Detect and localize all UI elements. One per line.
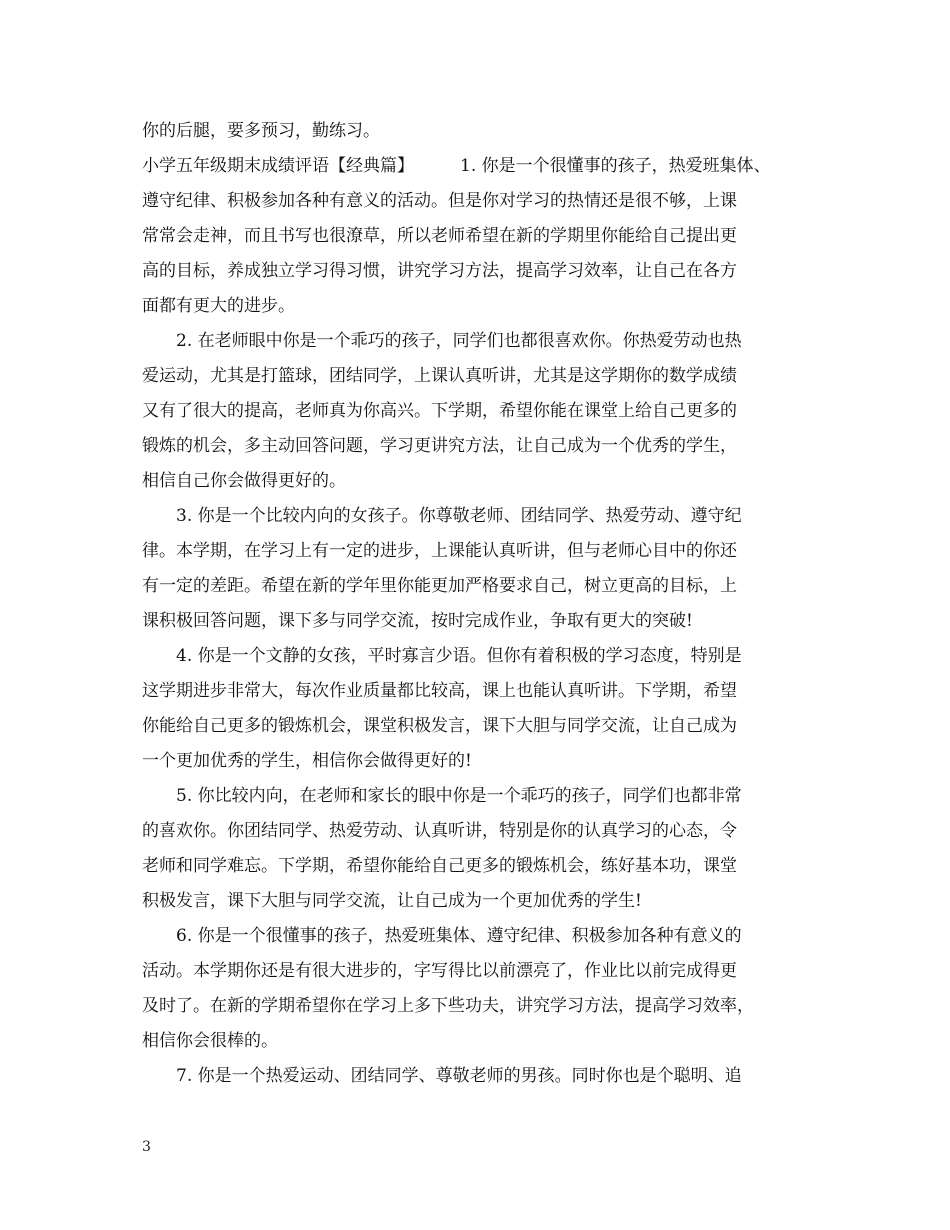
section-heading-line	[142, 149, 818, 184]
text-line: 遵守纪律、积极参加各种有意义的活动。但是你对学习的热情还是很不够，上课	[142, 191, 737, 211]
list-item-4-line: 4. 你是一个文静的女孩，平时寡言少语。但你有着积极的学习态度，特别是	[176, 646, 742, 666]
list-item-5-line: 5. 你比较内向，在老师和家长的眼中你是一个乖巧的孩子，同学们也都非常	[176, 786, 742, 806]
text-line: 积极发言，课下大胆与同学交流，让自己成为一个更加优秀的学生!	[142, 891, 642, 911]
text-line: 常常会走神，而且书写也很潦草，所以老师希望在新的学期里你能给自己提出更	[142, 226, 737, 246]
list-item-first-line: 1. 你是一个很懂事的孩子，热爱班集体、	[460, 156, 771, 176]
text-line: 课积极回答问题，课下多与同学交流，按时完成作业，争取有更大的突破!	[142, 611, 693, 631]
text-line: 这学期进步非常大，每次作业质量都比较高，课上也能认真听讲。下学期，希望	[142, 681, 737, 701]
text-line: 爱运动，尤其是打篮球，团结同学，上课认真听讲，尤其是这学期你的数学成绩	[142, 366, 737, 386]
text-line: 有一定的差距。希望在新的学年里你能更加严格要求自己，树立更高的目标，上	[142, 576, 737, 596]
text-line: 面都有更大的进步。	[142, 296, 295, 316]
text-line: 高的目标，养成独立学习得习惯，讲究学习方法，提高学习效率，让自己在各方	[142, 261, 737, 281]
page-number: 3	[142, 1139, 151, 1155]
text-line: 及时了。在新的学期希望你在学习上多下些功夫，讲究学习方法，提高学习效率，	[142, 996, 754, 1016]
section-title: 小学五年级期末成绩评语【经典篇】	[142, 156, 414, 176]
text-line: 你能给自己更多的锻炼机会，课堂积极发言，课下大胆与同学交流，让自己成为	[142, 716, 737, 736]
text-line: 相信自己你会做得更好的。	[142, 471, 346, 491]
text-line: 一个更加优秀的学生，相信你会做得更好的!	[142, 751, 472, 771]
text-line: 的喜欢你。你团结同学、热爱劳动、认真听讲，特别是你的认真学习的心态，令	[142, 821, 737, 841]
text-line: 又有了很大的提高，老师真为你高兴。下学期，希望你能在课堂上给自己更多的	[142, 401, 737, 421]
text-line: 律。本学期，在学习上有一定的进步，上课能认真听讲，但与老师心目中的你还	[142, 541, 737, 561]
list-item-3-line: 3. 你是一个比较内向的女孩子。你尊敬老师、团结同学、热爱劳动、遵守纪	[176, 506, 742, 526]
text-line: 老师和同学难忘。下学期，希望你能给自己更多的锻炼机会，练好基本功，课堂	[142, 856, 737, 876]
text-line: 活动。本学期你还是有很大进步的，字写得比以前漂亮了，作业比以前完成得更	[142, 961, 737, 981]
text-line: 你的后腿，要多预习，勤练习。	[142, 121, 380, 141]
list-item-2-line: 2. 在老师眼中你是一个乖巧的孩子，同学们也都很喜欢你。你热爱劳动也热	[176, 331, 742, 351]
text-line: 锻炼的机会，多主动回答问题，学习更讲究方法，让自己成为一个优秀的学生，	[142, 436, 737, 456]
list-item-7-line: 7. 你是一个热爱运动、团结同学、尊敬老师的男孩。同时你也是个聪明、追	[176, 1066, 742, 1086]
list-item-6-line: 6. 你是一个很懂事的孩子，热爱班集体、遵守纪律、积极参加各种有意义的	[176, 926, 742, 946]
text-line: 相信你会很棒的。	[142, 1031, 278, 1051]
document-body	[142, 114, 818, 1094]
